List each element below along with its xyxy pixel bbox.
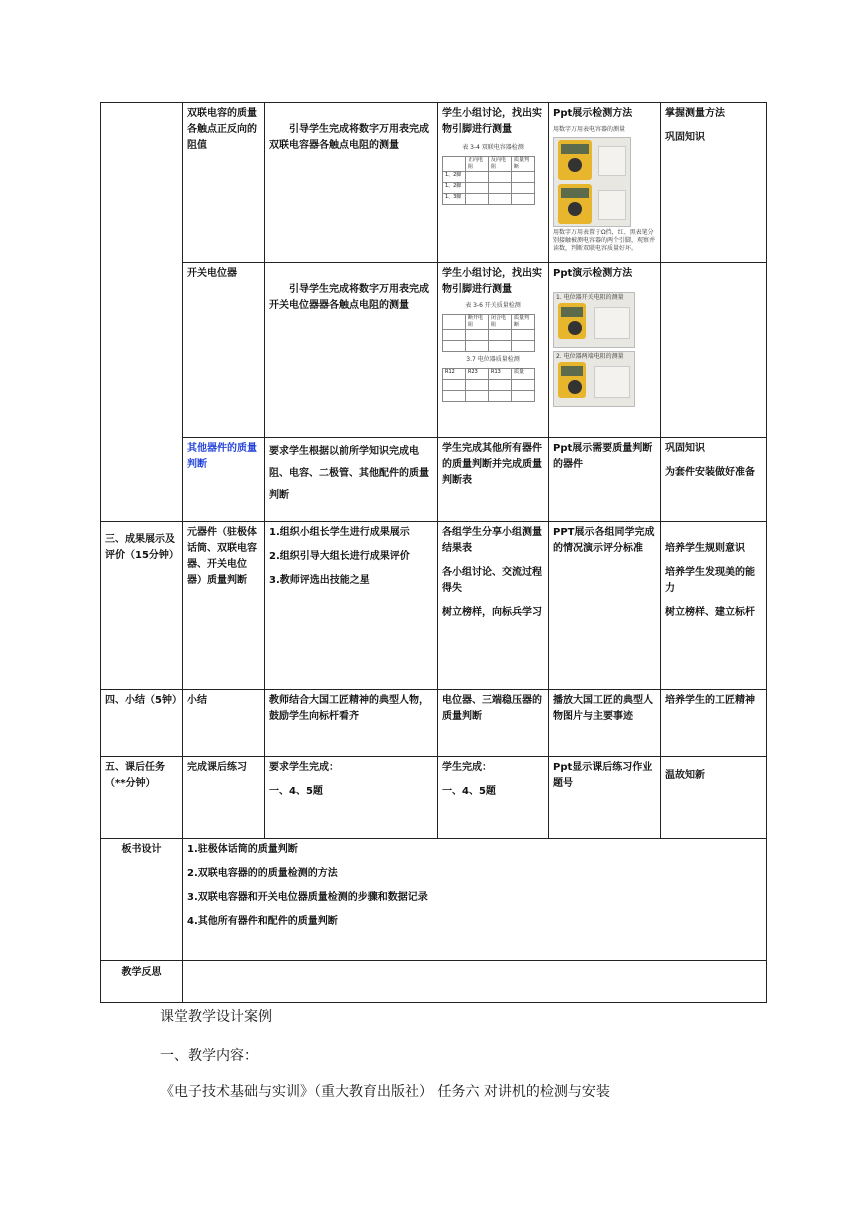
teacher-cell: 要求学生根据以前所学知识完成电阻、电容、二极管、其他配件的质量判断 — [265, 438, 438, 522]
reflection-content — [183, 961, 767, 1003]
content-cell: 开关电位器 — [183, 263, 265, 438]
row-board-design — [101, 839, 767, 961]
teacher-cell: 教师结合大国工匠精神的典型人物，鼓励学生向标杆看齐 — [265, 690, 438, 757]
case-heading: 课堂教学设计案例 — [160, 1009, 272, 1025]
student-cell: 各组学生分享小组测量结果表 各小组讨论、交流过程得失 树立榜样，向标兵学习 — [438, 522, 549, 690]
board-content: 1.驻极体话筒的质量判断 2.双联电容器的的质量检测的方法 3.双联电容器和开关电位器质量检测的步骤和数据记录 4.其他所有器件和配件的质量判断 — [183, 839, 767, 961]
student-cell: 学生小组讨论，找出实物引脚进行测量 表 3-6 开关质量检测 断开电阻 闭合电阻 质量判断 3.7 电位器质量检测 R12 R23 R13 质量 — [438, 263, 549, 438]
board-label: 板书设计 — [101, 839, 183, 961]
reflection-label: 教学反思 — [101, 961, 183, 1003]
mini-table-dual-capacitor: 正向电阻 反向电阻 质量判断 1、2脚 1、2脚 1、3脚 — [442, 156, 535, 205]
mini-table-potentiometer: R12 R23 R13 质量 — [442, 368, 535, 402]
ppt-cell: Ppt显示课后练习作业题号 — [549, 757, 661, 839]
teacher-cell: 引导学生完成将数字万用表完成开关电位器器各触点电阻的测量 — [265, 263, 438, 438]
lesson-plan-table — [100, 102, 767, 1003]
ppt-cell: Ppt展示需要质量判断的器件 — [549, 438, 661, 522]
goal-cell — [661, 263, 767, 438]
stage-cell-empty — [101, 103, 183, 522]
content-cell: 元器件（驻极体话筒、双联电容器、开关电位器）质量判断 — [183, 522, 265, 690]
teacher-cell: 引导学生完成将数字万用表完成双联电容器各触点电阻的测量 — [265, 103, 438, 263]
student-cell: 电位器、三端稳压器的质量判断 — [438, 690, 549, 757]
switch-resistance-photo: 1. 电位器开关电阻的测量 — [553, 292, 635, 348]
ppt-cell: Ppt演示检测方法 1. 电位器开关电阻的测量 2. 电位器两端电阻的测量 — [549, 263, 661, 438]
ppt-cell: PPT展示各组同学完成的情况演示评分标准 — [549, 522, 661, 690]
goal-cell: 巩固知识 为套件安装做好准备 — [661, 438, 767, 522]
mini-table-switch: 断开电阻 闭合电阻 质量判断 — [442, 314, 535, 352]
row-summary — [101, 690, 767, 757]
ppt-cell: Ppt展示检测方法 用数字万用表电容器的测量 用数字万用表置于Ω挡，红、黑表笔分别接触被测电容器的两个引脚，观察并读数，判断双联电容质量好坏。 — [549, 103, 661, 263]
potentiometer-resistance-photo: 2. 电位器两端电阻的测量 — [553, 351, 635, 407]
content-cell: 双联电容的质量各触点正反向的阻值 — [183, 103, 265, 263]
teacher-cell: 要求学生完成： 一、4、5题 — [265, 757, 438, 839]
course-title: 《电子技术基础与实训》（重大教育出版社） 任务六 对讲机的检测与安装 — [160, 1084, 610, 1100]
stage-cell: 三、成果展示及评价（15分钟） — [101, 522, 183, 690]
content-cell: 完成课后练习 — [183, 757, 265, 839]
ppt-cell: 播放大国工匠的典型人物图片与主要事迹 — [549, 690, 661, 757]
row-switch-potentiometer — [101, 263, 767, 438]
section-heading: 一、教学内容： — [160, 1048, 258, 1064]
goal-cell: 温故知新 — [661, 757, 767, 839]
stage-cell: 四、小结（5钟） — [101, 690, 183, 757]
goal-cell: 培养学生的工匠精神 — [661, 690, 767, 757]
multimeter-photo — [553, 137, 631, 227]
goal-cell: 掌握测量方法 巩固知识 — [661, 103, 767, 263]
content-cell: 小结 — [183, 690, 265, 757]
student-cell: 学生完成其他所有器件的质量判断并完成质量判断表 — [438, 438, 549, 522]
student-cell: 学生完成： 一、4、5题 — [438, 757, 549, 839]
teacher-cell: 1.组织小组长学生进行成果展示 2.组织引导大组长进行成果评价 3.教师评选出技能之星 — [265, 522, 438, 690]
content-cell: 其他器件的质量判断 — [183, 438, 265, 522]
row-reflection — [101, 961, 767, 1003]
goal-cell: 培养学生规则意识 培养学生发现美的能力 树立榜样、建立标杆 — [661, 522, 767, 690]
student-cell: 学生小组讨论，找出实物引脚进行测量 表 3-4 双联电容器检测 正向电阻 反向电阻 质量判断 1、2脚 1、2脚 1、3脚 — [438, 103, 549, 263]
row-dual-capacitor — [101, 103, 767, 263]
mini-table-title: 表 3-4 双联电容器检测 — [462, 144, 524, 151]
row-other-components — [101, 438, 767, 522]
row-homework — [101, 757, 767, 839]
stage-cell: 五、课后任务（**分钟） — [101, 757, 183, 839]
row-results-showcase — [101, 522, 767, 690]
